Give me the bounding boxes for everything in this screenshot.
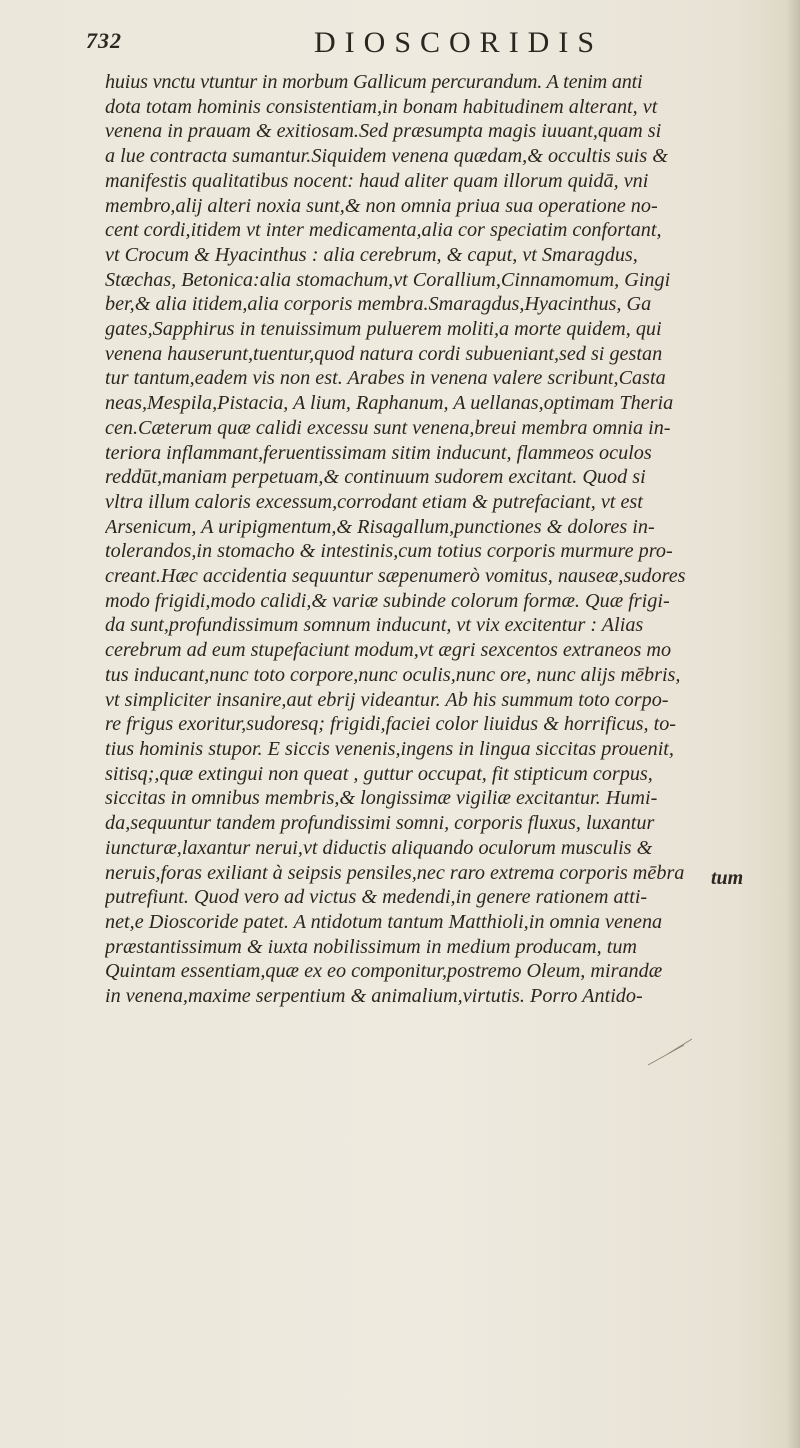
text-line: venena hauserunt,tuentur,quod natura cordi subueniant,sed si gestan <box>105 342 663 365</box>
text-line: gates,Sapphirus in tenuissimum puluerem moliti,a morte quidem, qui <box>105 318 662 341</box>
text-line: da,sequuntur tandem profundissimi somni, corporis fluxus, luxantur <box>105 812 655 835</box>
text-line: vt simpliciter insanire,aut ebrij videantur. Ab his summum toto corpo- <box>105 688 669 711</box>
text-line: vltra illum caloris excessum,corrodant etiam & putrefaciant, vt est <box>105 490 643 513</box>
text-line: putrefiunt. Quod vero ad victus & medendi,in genere rationem atti- <box>105 886 648 909</box>
text-line: Quintam essentiam,quæ ex eo componitur,postremo Oleum, mirandæ <box>105 960 663 983</box>
page-edge-shadow <box>786 0 800 1448</box>
page-header <box>86 22 686 62</box>
text-line: net,e Dioscoride patet. A ntidotum tantum Matthioli,in omnia venena <box>105 910 663 933</box>
text-line: Stæchas, Betonica:alia stomachum,vt Corallium,Cinnamomum, Gingi <box>105 268 671 291</box>
text-line: modo frigidi,modo calidi,& variæ subinde colorum formæ. Quæ frigi- <box>105 589 670 612</box>
text-line: manifestis qualitatibus nocent: haud aliter quam illorum quidā, vni <box>105 169 649 192</box>
text-line: re frigus exoritur,sudoresq; frigidi,faciei color liuidus & horrificus, to- <box>105 713 677 736</box>
text-line: Arsenicum, A uripigmentum,& Risagallum,punctiones & dolores in- <box>105 515 655 538</box>
text-line: da sunt,profundissimum somnum inducunt, vt vix excitentur : Alias <box>105 614 644 637</box>
text-line: tus inducant,nunc toto corpore,nunc oculis,nunc ore, nunc alijs mēbris, <box>105 663 681 686</box>
text-line: sitisq;,quæ extingui non queat , guttur occupat, fit stipticum corpus, <box>105 762 653 785</box>
text-line: reddūt,maniam perpetuam,& continuum sudorem excitant. Quod si <box>105 466 646 489</box>
text-line: vt Crocum & Hyacinthus : alia cerebrum, & caput, vt Smaragdus, <box>105 243 638 266</box>
page-number: 732 <box>86 28 122 53</box>
text-line: cerebrum ad eum stupefaciunt modum,vt ægri sexcentos extraneos mo <box>105 639 672 662</box>
pen-stroke-mark <box>646 1037 706 1067</box>
text-line: iuncturæ,laxantur nerui,vt diductis aliquando oculorum musculis & <box>105 836 653 859</box>
text-line: ber,& alia itidem,alia corporis membra.Smaragdus,Hyacinthus, Ga <box>105 293 652 316</box>
text-line: venena in prauam & exitiosam.Sed præsumpta magis iuuant,quam si <box>105 120 662 143</box>
text-line: neas,Mespila,Pistacia, A lium, Raphanum, A uellanas,optimam Theria <box>105 392 674 415</box>
catchword: tum <box>711 867 744 889</box>
text-line: neruis,foras exiliant à seipsis pensiles,nec raro extrema corporis mēbra <box>105 861 685 884</box>
text-line: cent cordi,itidem vt inter medicamenta,alia cor speciatim confortant, <box>105 219 662 242</box>
text-line: præstantissimum & iuxta nobilissimum in medium producam, tum <box>105 935 637 958</box>
body-text <box>105 70 781 1009</box>
text-line: creant.Hæc accidentia sequuntur sæpenumerò vomitus, nauseæ,sudores <box>105 565 686 588</box>
text-line: tius hominis stupor. E siccis venenis,ingens in lingua siccitas prouenit, <box>105 737 674 760</box>
text-line: dota totam hominis consistentiam,in bonam habitudinem alterant, vt <box>105 95 658 118</box>
text-line: a lue contracta sumantur.Siquidem venena quædam,& occultis suis & <box>105 145 668 168</box>
text-line: huius vnctu vtuntur in morbum Gallicum percurandum. A tenim anti <box>105 71 643 93</box>
text-line: tolerandos,in stomacho & intestinis,cum totius corporis murmure pro- <box>105 540 673 563</box>
text-line: cen.Cæterum quæ calidi excessu sunt venena,breui membra omnia in- <box>105 416 671 439</box>
text-line: siccitas in omnibus membris,& longissimæ vigiliæ excitantur. Humi- <box>105 787 658 810</box>
text-line: membro,alij alteri noxia sunt,& non omnia priua sua operatione no- <box>105 194 658 217</box>
text-line: teriora inflammant,feruentissimam sitim inducunt, flammeos oculos <box>105 441 652 464</box>
running-head: DIOSCORIDIS <box>314 26 604 59</box>
text-line: in venena,maxime serpentium & animalium,virtutis. Porro Antido- <box>105 985 643 1008</box>
text-line: tur tantum,eadem vis non est. Arabes in venena valere scribunt,Casta <box>105 367 666 390</box>
